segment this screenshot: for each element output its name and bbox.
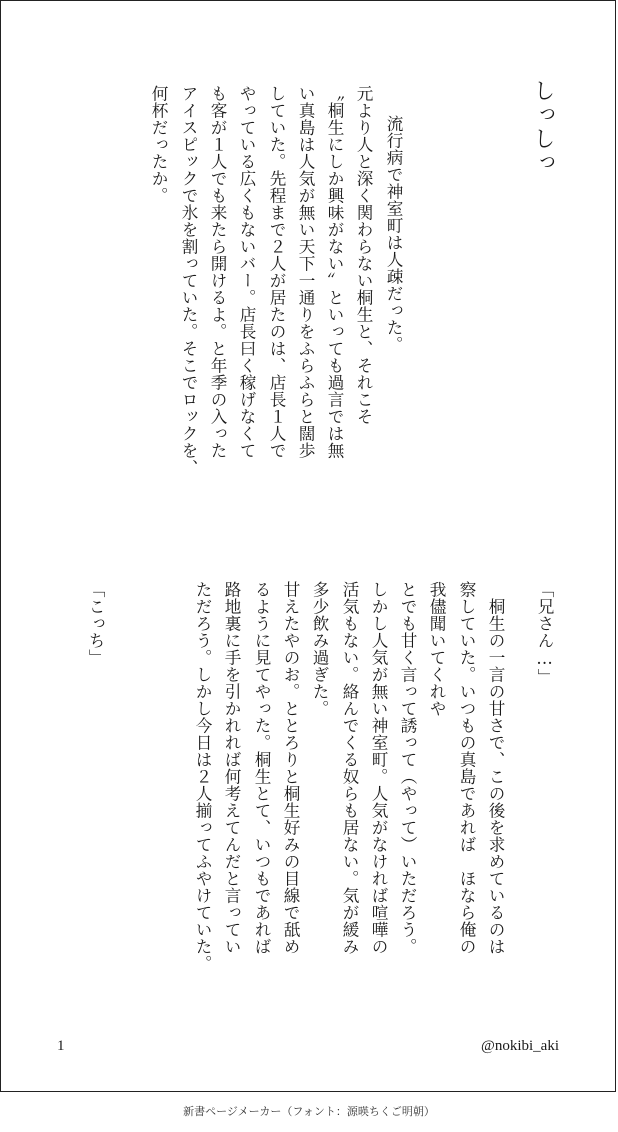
page-number: 1 [57, 1038, 65, 1054]
body-line: やっている広くもないバー。店長曰く稼げなくて [237, 85, 256, 459]
author-handle: @nokibi_aki [481, 1038, 559, 1054]
body-line: 路地裏に手を引かれれば何考えてんだと言ってい [222, 581, 241, 955]
body-line: 〝桐生にしか興味がない〟といっても過言では無 [325, 85, 344, 459]
body-line: 流行病で神室町は人疎だった。 [384, 98, 403, 353]
generator-caption: 新書ページメーカー（フォント：源暎ちくご明朝） [183, 1105, 435, 1118]
dialogue-line: 「こっち」 [86, 581, 105, 666]
body-line: い真島は人気が無い天下一通りをふらふらと闊歩 [296, 85, 315, 459]
body-line: 察していた。いつもの真島であれば ほなら俺の [457, 581, 476, 955]
body-line: 何杯だったか。 [149, 85, 168, 204]
body-line: ただろう。しかし今日は２人揃ってふやけていた。 [193, 581, 212, 972]
body-line: るように見てやった。桐生とて、いつもであれば [252, 581, 271, 955]
dialogue-line: 「兄さん…」 [535, 581, 554, 686]
body-line: 元より人と深く関わらない桐生と、それこそ [354, 85, 373, 425]
body-line: 桐生の一言の甘さで、この後を求めているのは [486, 581, 505, 955]
body-line: 活気もない。絡んでくる奴らも居ない。気が緩み [340, 581, 359, 955]
page-title: しっしっ [530, 79, 555, 175]
body-line: 多少飲み過ぎた。 [310, 581, 329, 717]
body-line: していた。先程まで２人が居たのは、店長１人で [267, 85, 286, 459]
body-line: しかし人気が無い神室町。人気がなければ喧嘩の [369, 581, 388, 955]
body-line: 甘えたやのお。ととろりと桐生好みの目線で舐め [281, 581, 300, 955]
body-line: アイスピックで氷を割っていた。そこでロックを、 [179, 85, 198, 476]
body-line: 我儘聞いてくれや [427, 581, 446, 717]
body-line: も客が１人でも来たら開けるよ。と年季の入った [208, 85, 227, 459]
body-line: とでも甘く言って誘って（やって）いただろう。 [398, 581, 417, 955]
